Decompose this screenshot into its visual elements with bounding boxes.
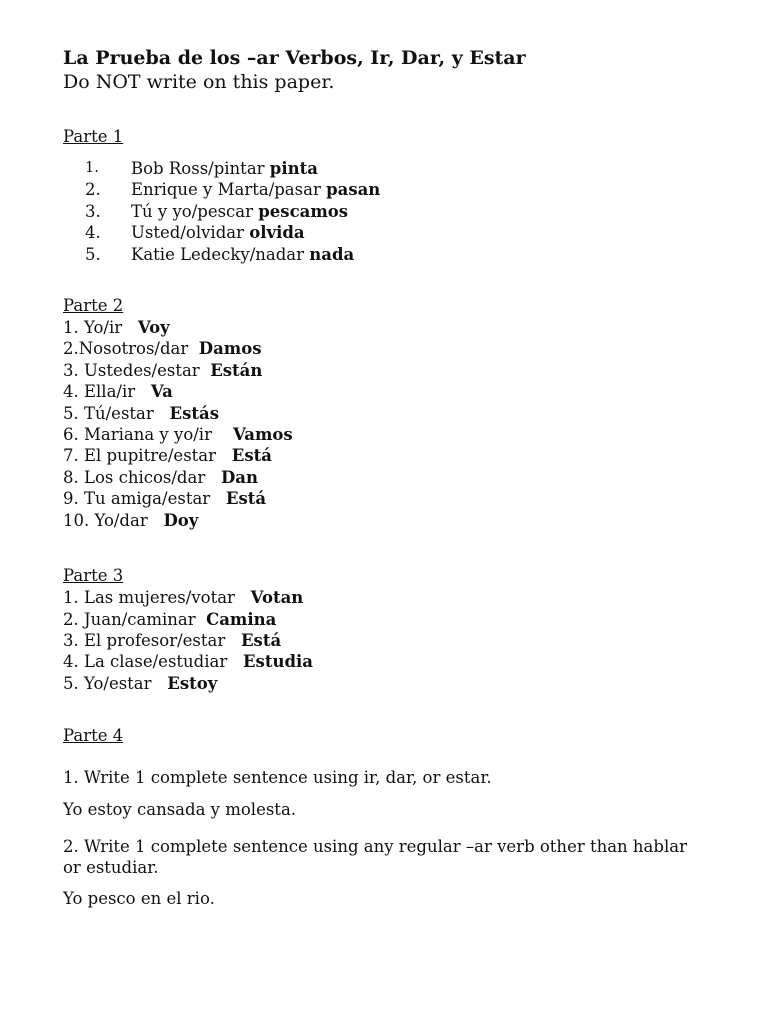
list-item xyxy=(63,630,723,651)
item-answer: Votan xyxy=(250,588,304,608)
item-answer: Camina xyxy=(206,609,277,629)
parte4-question-2: 2. Write 1 complete sentence using any regular –ar verb other than hablar or estudiar. xyxy=(63,837,687,878)
item-prompt: 10. Yo/dar xyxy=(63,510,164,530)
item-answer: Estudia xyxy=(242,652,313,672)
list-item xyxy=(63,317,723,338)
list-item xyxy=(63,244,723,265)
item-prompt: 2.Nosotros/dar xyxy=(63,339,199,359)
list-item xyxy=(63,381,723,402)
parte3-heading: Parte 3 xyxy=(63,566,124,586)
parte3-list xyxy=(63,587,723,694)
item-answer: pescamos xyxy=(258,201,349,221)
list-item xyxy=(63,510,723,531)
item-prompt: 6. Mariana y yo/ir xyxy=(63,425,233,445)
item-prompt: 5. Tú/estar xyxy=(63,403,170,423)
item-number: 1. xyxy=(85,160,99,176)
list-item xyxy=(63,222,723,243)
list-item xyxy=(63,424,723,445)
worksheet-page xyxy=(63,46,723,909)
item-answer: Está xyxy=(240,630,282,650)
parte4-answer-1: Yo estoy cansada y molesta. xyxy=(63,800,297,820)
page-title: La Prueba de los –ar Verbos, Ir, Dar, y Estar xyxy=(63,47,526,69)
item-prompt: 1. Las mujeres/votar xyxy=(63,588,251,608)
item-answer: Voy xyxy=(137,318,170,338)
item-answer: pinta xyxy=(269,159,318,178)
parte1-list xyxy=(63,158,723,265)
item-answer: Estás xyxy=(169,403,219,423)
item-number: 4. xyxy=(85,223,101,243)
list-item xyxy=(63,201,723,222)
item-answer: Estoy xyxy=(167,673,218,693)
list-item xyxy=(63,651,723,672)
item-prompt: 4. La clase/estudiar xyxy=(63,652,243,672)
item-prompt: 9. Tu amiga/estar xyxy=(63,489,226,509)
item-number: 2. xyxy=(85,180,101,200)
list-item xyxy=(63,158,723,179)
item-prompt: 3. El profesor/estar xyxy=(63,630,241,650)
item-prompt: 2. Juan/caminar xyxy=(63,609,207,629)
parte2-list xyxy=(63,317,723,531)
item-prompt: Usted/olvidar xyxy=(131,223,250,243)
item-prompt: Tú y yo/pescar xyxy=(131,201,259,221)
list-item xyxy=(63,587,723,608)
item-answer: Va xyxy=(150,382,173,402)
list-item xyxy=(63,488,723,509)
list-item xyxy=(63,179,723,200)
item-prompt: 3. Ustedes/estar xyxy=(63,360,211,380)
list-item xyxy=(63,445,723,466)
item-answer: Está xyxy=(231,446,272,466)
item-prompt: 1. Yo/ir xyxy=(63,318,138,338)
parte1-heading: Parte 1 xyxy=(63,127,124,146)
list-item xyxy=(63,360,723,381)
item-prompt: Enrique y Marta/pasar xyxy=(131,180,327,200)
list-item xyxy=(63,609,723,630)
item-prompt: 5. Yo/estar xyxy=(63,673,168,693)
parte2-heading: Parte 2 xyxy=(63,296,124,316)
item-prompt: Katie Ledecky/nadar xyxy=(131,244,310,264)
list-item xyxy=(63,673,723,694)
item-answer: pasan xyxy=(326,180,381,200)
item-answer: Damos xyxy=(198,339,262,359)
item-answer: nada xyxy=(309,244,355,264)
item-answer: olvida xyxy=(249,223,305,243)
item-prompt: 7. El pupitre/estar xyxy=(63,446,232,466)
item-answer: Está xyxy=(225,489,267,509)
item-number: 3. xyxy=(85,201,101,221)
item-answer: Vamos xyxy=(232,425,293,445)
item-answer: Dan xyxy=(220,467,258,487)
parte4-heading: Parte 4 xyxy=(63,726,124,746)
item-answer: Doy xyxy=(163,510,199,530)
page-subtitle: Do NOT write on this paper. xyxy=(63,71,335,93)
list-item xyxy=(63,467,723,488)
item-answer: Están xyxy=(210,360,263,380)
item-prompt: 8. Los chicos/dar xyxy=(63,467,221,487)
parte4-question-1: 1. Write 1 complete sentence using ir, dar, or estar. xyxy=(63,768,492,788)
item-prompt: 4. Ella/ir xyxy=(63,382,151,402)
parte4-answer-2: Yo pesco en el rio. xyxy=(63,889,215,909)
item-prompt: Bob Ross/pintar xyxy=(131,159,270,178)
list-item xyxy=(63,403,723,424)
list-item xyxy=(63,338,723,359)
item-number: 5. xyxy=(85,244,101,264)
